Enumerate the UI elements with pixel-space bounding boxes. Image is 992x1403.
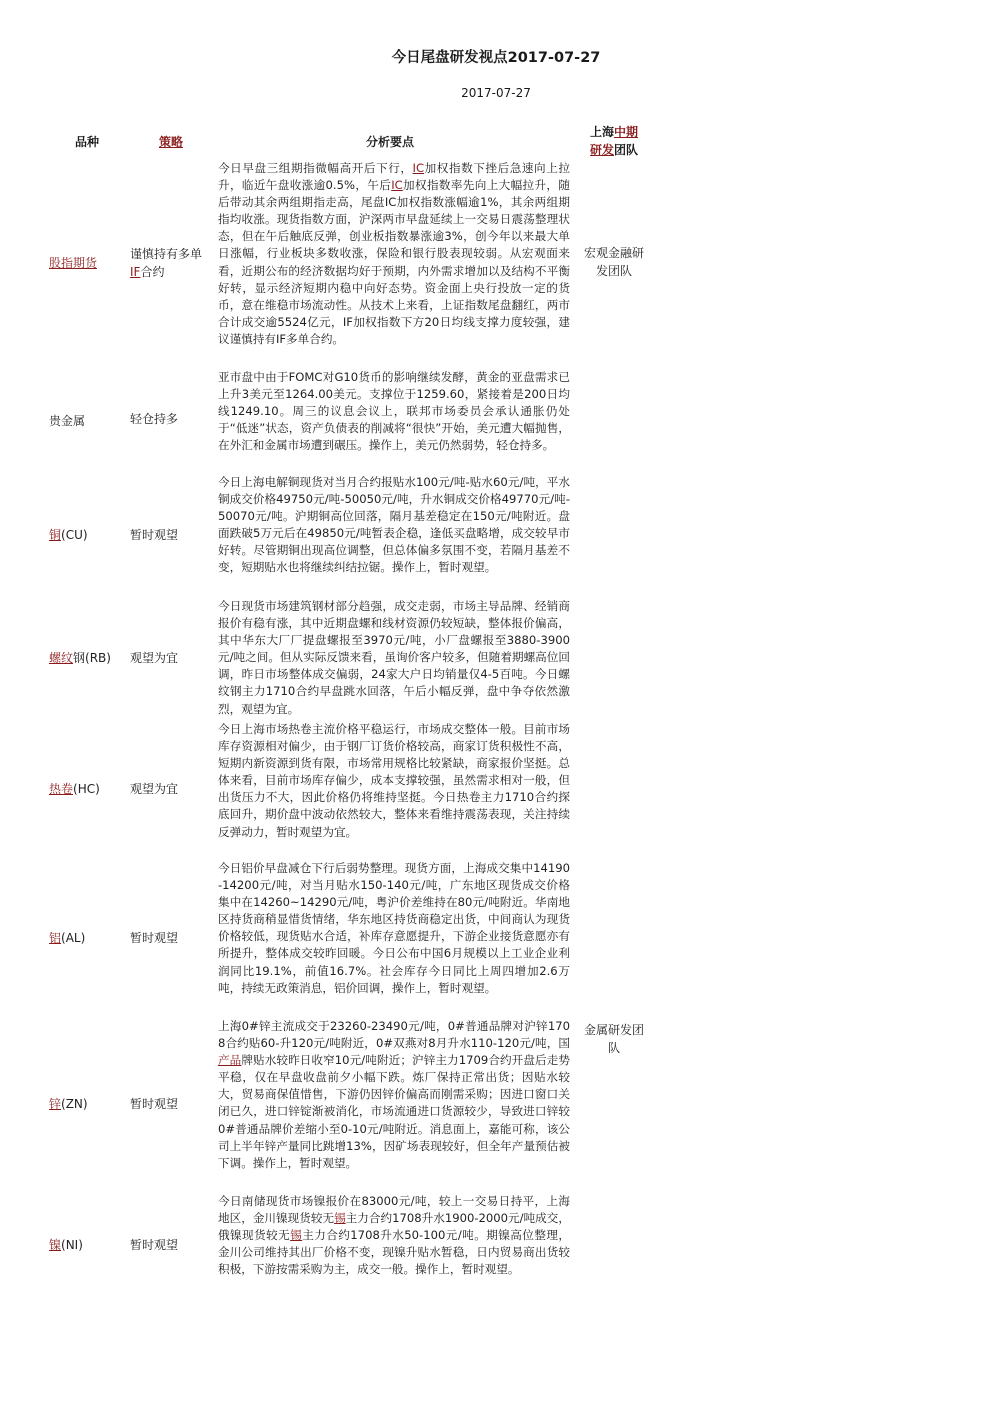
variety-link[interactable]: 热卷 (49, 782, 74, 796)
strategy-cell: 暂时观望 (130, 528, 179, 542)
variety-text: (CU) (61, 528, 88, 542)
variety-text: (ZN) (61, 1097, 88, 1111)
analysis-text: 上海0#锌主流成交于23260-23490元/吨，0#普通品牌对沪锌1708合约贴60-升120元/吨附近，0#双燕对8月升水110-120元/吨，国 (218, 1019, 570, 1051)
analysis-text: 加权指数下挫后急速向上拉升，临近午盘收涨逾0.5%，午后 (218, 161, 570, 193)
header-team (584, 123, 644, 159)
analysis-text: 牌贴水较昨日收窄10元/吨附近；沪锌主力1709合约开盘后走势平稳，仅在早盘收盘前夕小幅下跌。炼厂保持正常出货；因贴水较大，贸易商保值惜售，下游仍因锌价偏高而刚需采购；因进口窗口关闭已久，进口锌锭渐被消化，市场流通进口货源较少，导致进口锌较0#普通品牌价差缩小至0-10元/吨附近。消息面上，嘉能可称，该公司上半年锌产量同比跳增13%，因矿场表现较好，但全年产量预估被下调。操作上，暂时观望。 (218, 1053, 570, 1170)
report-title: 今日尾盘研发视点2017-07-27 (391, 50, 601, 66)
analysis-text: 今日早盘三组期指微幅高开后下行， (218, 161, 413, 175)
variety-cell (49, 412, 85, 429)
variety-link[interactable]: 股指期货 (49, 256, 98, 270)
strategy-text-post: 合约 (140, 265, 165, 279)
analysis-cell (218, 1018, 570, 1172)
variety-cell (49, 254, 97, 271)
variety-cell (49, 526, 88, 543)
header-team-text-d: 团队 (614, 143, 639, 157)
analysis-link-ic[interactable]: IC (391, 178, 403, 193)
analysis-link-tin[interactable]: 锡 (290, 1228, 303, 1243)
header-analysis: 分析要点 (366, 135, 415, 149)
strategy-cell: 暂时观望 (130, 1238, 179, 1252)
team-metals: 金属研发团队 (584, 1023, 645, 1055)
strategy-cell: 轻仓持多 (130, 412, 179, 426)
header-team-text-a: 上海 (589, 125, 614, 139)
report-date: 2017-07-27 (461, 86, 531, 100)
variety-text: (NI) (61, 1238, 83, 1252)
variety-link[interactable]: 镍 (49, 1238, 62, 1252)
variety-cell (49, 1236, 83, 1253)
header-team-link-zhongqi[interactable]: 中期 (614, 125, 639, 139)
variety-link[interactable]: 锌 (49, 1097, 62, 1111)
variety-link[interactable]: 螺纹 (49, 651, 74, 665)
analysis-link-product[interactable]: 产品 (218, 1053, 242, 1068)
strategy-cell: 暂时观望 (130, 931, 179, 945)
variety-cell (49, 929, 85, 946)
variety-text: (HC) (73, 782, 100, 796)
variety-cell (49, 649, 111, 666)
strategy-text: 谨慎持有多单 (130, 247, 203, 261)
variety-text: 钢(RB) (73, 651, 111, 665)
analysis-cell: 今日现货市场建筑钢材部分趋强，成交走弱，市场主导品牌、经销商报价有稳有涨，其中近期盘螺和线材资源仍较短缺，整体报价偏高，其中华东大厂厂提盘螺报至3970元/吨，小厂盘螺报至3880-3900元/吨之间。但从实际反馈来看，虽询价客户较多，但随着期螺高位回调，昨日市场整体成交偏弱，24家大户日均销量仅4-5百吨。今日螺纹钢主力1710合约早盘跳水回落，午后小幅反弹，盘中争夺依然激烈，观望为宜。 (218, 599, 570, 716)
analysis-text: 主力合约1708升水1900-2000元/吨成交，俄镍现货较无 (218, 1211, 570, 1243)
header-variety: 品种 (75, 135, 100, 149)
strategy-cell (130, 245, 202, 281)
header-strategy-link[interactable]: 策略 (159, 135, 184, 149)
analysis-cell: 今日铝价早盘减仓下行后弱势整理。现货方面，上海成交集中14190-14200元/吨，对当月贴水150-140元/吨，广东地区现货成交价格集中在14260~14290元/吨，粤沪价差维持在80元/吨附近。华南地区持货商稍显惜货情绪，华东地区持货商稳定出货，中间商认为现货价格较低，现货贴水合适，补库存意愿提升，下游企业接货意愿亦有所提升，整体成交较昨回暖。今日公布中国6月规模以上工业企业利润同比19.1%，前值16.7%。社会库存今日同比上周四增加2.6万吨，持续无政策消息，铝价回调，操作上，暂时观望。 (218, 861, 570, 995)
analysis-cell (218, 1193, 570, 1278)
analysis-link-tin[interactable]: 锡 (334, 1211, 346, 1226)
analysis-cell: 今日上海市场热卷主流价格平稳运行，市场成交整体一般。目前市场库存资源相对偏少，由于钢厂订货价格较高，商家订货积极性不高，短期内新资源到货有限，市场常用规格比较紧缺，商家报价坚挺。总体来看，目前市场库存偏少，成本支撑较强，虽然需求相对一般，但出货压力不大，因此价格仍将维持坚挺。今日热卷主力1710合约探底回升，期价盘中波动依然较大，整体来看维持震荡表现，关注持续反弹动力，暂时观望为宜。 (218, 722, 570, 839)
variety-link[interactable]: 铜 (49, 528, 62, 542)
header-team-link-yanfa[interactable]: 研发 (589, 143, 614, 157)
variety-text: 贵金属 (49, 414, 86, 428)
analysis-cell: 今日上海电解铜现货对当月合约报贴水100元/吨-贴水60元/吨，平水铜成交价格49750元/吨-50050元/吨，升水铜成交价格49770元/吨-50070元/吨。沪期铜高位回落，隔月基差稳定在150元/吨附近。盘面跌破5万元后在49850元/吨暂表企稳，逢低买盘略增，成交较早市好转。尽管期铜出现高位调整，但总体偏多氛围不变，若隔月基差不变，短期贴水也将继续纠结拉锯。操作上，暂时观望。 (218, 475, 570, 575)
analysis-text: 今日南储现货市场镍报价在83000元/吨，较上一交易日持平，上海地区，金川镍现货较无 (218, 1194, 570, 1226)
variety-cell (49, 1095, 88, 1112)
analysis-cell: 亚市盘中由于FOMC对G10货币的影响继续发酵，黄金的亚盘需求已上升3美元至1264.00美元。支撑位于1259.60，紧接着是200日均线1249.10。周三的议息会议上，联邦市场委员会承认通胀仍处于“低迷”状态，资产负债表的削减将“很快”开始，美元遭大幅抛售，在外汇和金属市场遭到碾压。操作上，美元仍然弱势，轻仓持多。 (218, 370, 570, 453)
analysis-text: 主力合约1708升水50-100元/吨。期镍高位整理，金川公司维持其出厂价格不变，现镍升贴水暂稳，日内贸易商出货较积极，下游按需采购为主，成交一般。操作上，暂时观望。 (218, 1228, 570, 1277)
variety-text: (AL) (61, 931, 86, 945)
variety-cell (49, 780, 100, 797)
analysis-cell (218, 160, 570, 348)
variety-link[interactable]: 铝 (49, 931, 62, 945)
analysis-link-ic[interactable]: IC (412, 161, 425, 175)
strategy-cell: 观望为宜 (130, 651, 179, 665)
strategy-cell: 暂时观望 (130, 1097, 179, 1111)
strategy-link-if[interactable]: IF (130, 265, 141, 279)
strategy-cell: 观望为宜 (130, 782, 179, 796)
analysis-text: 加权指数率先向上大幅拉升，随后带动其余两组期指走高，尾盘IC加权指数涨幅逾1%，其余两组期指均收涨。现货指数方面，沪深两市早盘延续上一交易日震荡整理状态，但在午后触底反弹，创业板指数暴涨逾3%，创今年以来最大单日涨幅，行业板块多数收涨，保险和银行股表现较弱。从宏观面来看，近期公布的经济数据均好于预期，内外需求增加以及结构不平衡好转，显示经济短期内稳中向好态势。资金面上央行投放一定的货币，意在维稳市场流动性。从技术上来看，上证指数尾盘翻红，两市合计成交逾5524亿元，IF加权指数下方20日均线支撑力度较强，建议谨慎持有IF多单合约。 (218, 178, 570, 346)
team-macro: 宏观金融研发团队 (584, 246, 645, 278)
